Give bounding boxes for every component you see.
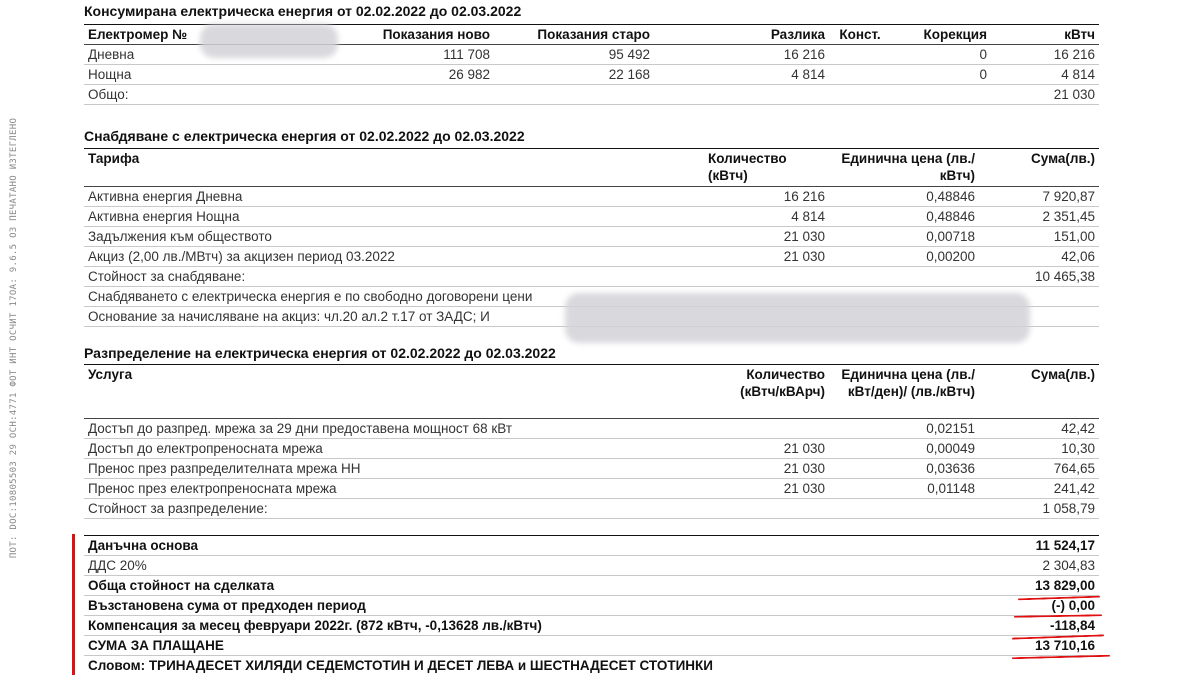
cell: Нощна — [84, 65, 334, 85]
table-row — [84, 267, 1099, 287]
summary-row-restored — [84, 596, 1099, 616]
cell: 4 814 — [991, 65, 1099, 85]
distribution-title: Разпределение на електрическа енергия от 02.02.2022 до 02.03.2022 — [84, 345, 556, 361]
col-reading-new: Показания ново — [334, 25, 494, 45]
distribution-table — [84, 364, 1099, 519]
col-unit-price: Единична цена (лв./кВтч) — [829, 149, 979, 187]
table-row — [84, 439, 1099, 459]
cell: Пренос през разпределителната мрежа НН — [84, 459, 704, 479]
cell: 21 030 — [704, 439, 829, 459]
cell: 241,42 — [979, 479, 1099, 499]
cell: 42,06 — [979, 247, 1099, 267]
table-row — [84, 227, 1099, 247]
col-quantity: Количество (кВтч/кВАрч) — [704, 365, 829, 419]
table-row — [84, 459, 1099, 479]
table-row — [84, 419, 1099, 439]
summary-label: Обща стойност на сделката — [84, 576, 939, 596]
cell: Стойност за разпределение: — [84, 499, 704, 519]
cell — [829, 45, 891, 65]
table-row — [84, 207, 1099, 227]
side-vertical-text — [0, 0, 28, 675]
red-annotation-bar — [72, 534, 75, 675]
summary-value: 13 710,16 — [939, 636, 1099, 656]
summary-row-total-deal — [84, 576, 1099, 596]
cell: 0,48846 — [829, 207, 979, 227]
cell: 764,65 — [979, 459, 1099, 479]
cell: Акциз (2,00 лв./МВтч) за акцизен период 03.2022 — [84, 247, 704, 267]
cell: 26 982 — [334, 65, 494, 85]
col-quantity: Количество (кВтч) — [704, 149, 829, 187]
summary-label: СУМА ЗА ПЛАЩАНЕ — [84, 636, 939, 656]
cell: 0,00718 — [829, 227, 979, 247]
cell: Достъп до разпред. мрежа за 29 дни предоставена мощност 68 кВт — [84, 419, 704, 439]
cell: Достъп до електропреносната мрежа — [84, 439, 704, 459]
cell: 10,30 — [979, 439, 1099, 459]
table-row — [84, 187, 1099, 207]
supply-header-row — [84, 149, 1099, 187]
col-const: Конст. — [829, 25, 891, 45]
table-row — [84, 65, 1099, 85]
col-sum: Сума(лв.) — [979, 149, 1099, 187]
cell: 21 030 — [704, 227, 829, 247]
cell: 21 030 — [704, 459, 829, 479]
cell: Задължения към обществото — [84, 227, 704, 247]
col-sum: Сума(лв.) — [979, 365, 1099, 419]
col-meter: Електромер № — [84, 25, 334, 45]
col-tariff: Тарифа — [84, 149, 704, 187]
summary-row-compensation — [84, 616, 1099, 636]
distribution-header-row — [84, 365, 1099, 419]
summary-table — [84, 535, 1099, 675]
cell: 111 708 — [334, 45, 494, 65]
summary-value: 13 829,00 — [939, 576, 1099, 596]
summary-value: 11 524,17 — [939, 536, 1099, 556]
cell: 16 216 — [704, 187, 829, 207]
cell: 0 — [891, 45, 991, 65]
cell: 21 030 — [704, 247, 829, 267]
cell: 4 814 — [704, 207, 829, 227]
cell: 21 030 — [991, 85, 1099, 105]
col-service: Услуга — [84, 365, 704, 419]
table-row-total — [84, 85, 1099, 105]
side-vertical-text-content: ПОТ: DOC:10805503 29 ОСН:4771 ФОТ ИНТ ОСЧИТ 17ОА: 9.6.5 ОЗ ПЕЧАТАНО ИЗТЕГЛЕНО — [9, 117, 19, 559]
cell: 151,00 — [979, 227, 1099, 247]
summary-row-amount-due — [84, 636, 1099, 656]
redaction-excise-basis — [565, 293, 1030, 343]
cell: 0,03636 — [829, 459, 979, 479]
cell — [704, 419, 829, 439]
summary-value: (-) 0,00 — [939, 596, 1099, 616]
cell: 21 030 — [704, 479, 829, 499]
col-unit-price: Единична цена (лв./кВт/ден)/ (лв./кВтч) — [829, 365, 979, 419]
cell: 16 216 — [654, 45, 829, 65]
cell: Основание за начисляване на акциз: чл.20 ал.2 т.17 от ЗАДС; И — [84, 307, 1099, 327]
supply-title: Снабдяване с електрическа енергия от 02.02.2022 до 02.03.2022 — [84, 128, 525, 144]
cell: 22 168 — [494, 65, 654, 85]
cell: 16 216 — [991, 45, 1099, 65]
table-row — [84, 247, 1099, 267]
cell: Пренос през електропреносната мрежа — [84, 479, 704, 499]
cell: 0,02151 — [829, 419, 979, 439]
cell — [829, 65, 891, 85]
table-row — [84, 499, 1099, 519]
cell: 2 351,45 — [979, 207, 1099, 227]
summary-label: Данъчна основа — [84, 536, 939, 556]
cell: 0,48846 — [829, 187, 979, 207]
summary-row-tax-base — [84, 536, 1099, 556]
table-row — [84, 479, 1099, 499]
col-kwh: кВтч — [991, 25, 1099, 45]
summary-row-words — [84, 656, 1099, 675]
cell: 0 — [891, 65, 991, 85]
redaction-meter-number — [200, 24, 338, 58]
col-reading-old: Показания старо — [494, 25, 654, 45]
cell: 0,01148 — [829, 479, 979, 499]
cell: 1 058,79 — [979, 499, 1099, 519]
summary-value: -118,84 — [939, 616, 1099, 636]
amount-in-words: Словом: ТРИНАДЕСЕТ ХИЛЯДИ СЕДЕМСТОТИН И ДЕСЕТ ЛЕВА и ШЕСТНАДЕСЕТ СТОТИНКИ — [88, 658, 713, 673]
cell: Дневна — [84, 45, 334, 65]
cell: Активна енергия Дневна — [84, 187, 704, 207]
cell: Общо: — [84, 85, 334, 105]
cell: 10 465,38 — [979, 267, 1099, 287]
cell: Снабдяването с електрическа енергия е по свободно договорени цени — [84, 287, 1099, 307]
summary-row-vat — [84, 556, 1099, 576]
cell: 4 814 — [654, 65, 829, 85]
col-correction: Корекция — [891, 25, 991, 45]
consumption-title: Консумирана електрическа енергия от 02.02.2022 до 02.03.2022 — [84, 3, 522, 19]
cell — [829, 267, 979, 287]
summary-label: ДДС 20% — [84, 556, 939, 576]
summary-label: Компенсация за месец февруари 2022г. (872 кВтч, -0,13628 лв./кВтч) — [84, 616, 939, 636]
cell — [829, 499, 979, 519]
cell — [704, 267, 829, 287]
cell: 95 492 — [494, 45, 654, 65]
summary-label: Възстановена сума от предходен период — [84, 596, 939, 616]
col-difference: Разлика — [654, 25, 829, 45]
cell: Стойност за снабдяване: — [84, 267, 704, 287]
cell: 42,42 — [979, 419, 1099, 439]
summary-value: 2 304,83 — [939, 556, 1099, 576]
cell: 0,00049 — [829, 439, 979, 459]
cell: Активна енергия Нощна — [84, 207, 704, 227]
cell: 7 920,87 — [979, 187, 1099, 207]
cell: 0,00200 — [829, 247, 979, 267]
cell — [704, 499, 829, 519]
